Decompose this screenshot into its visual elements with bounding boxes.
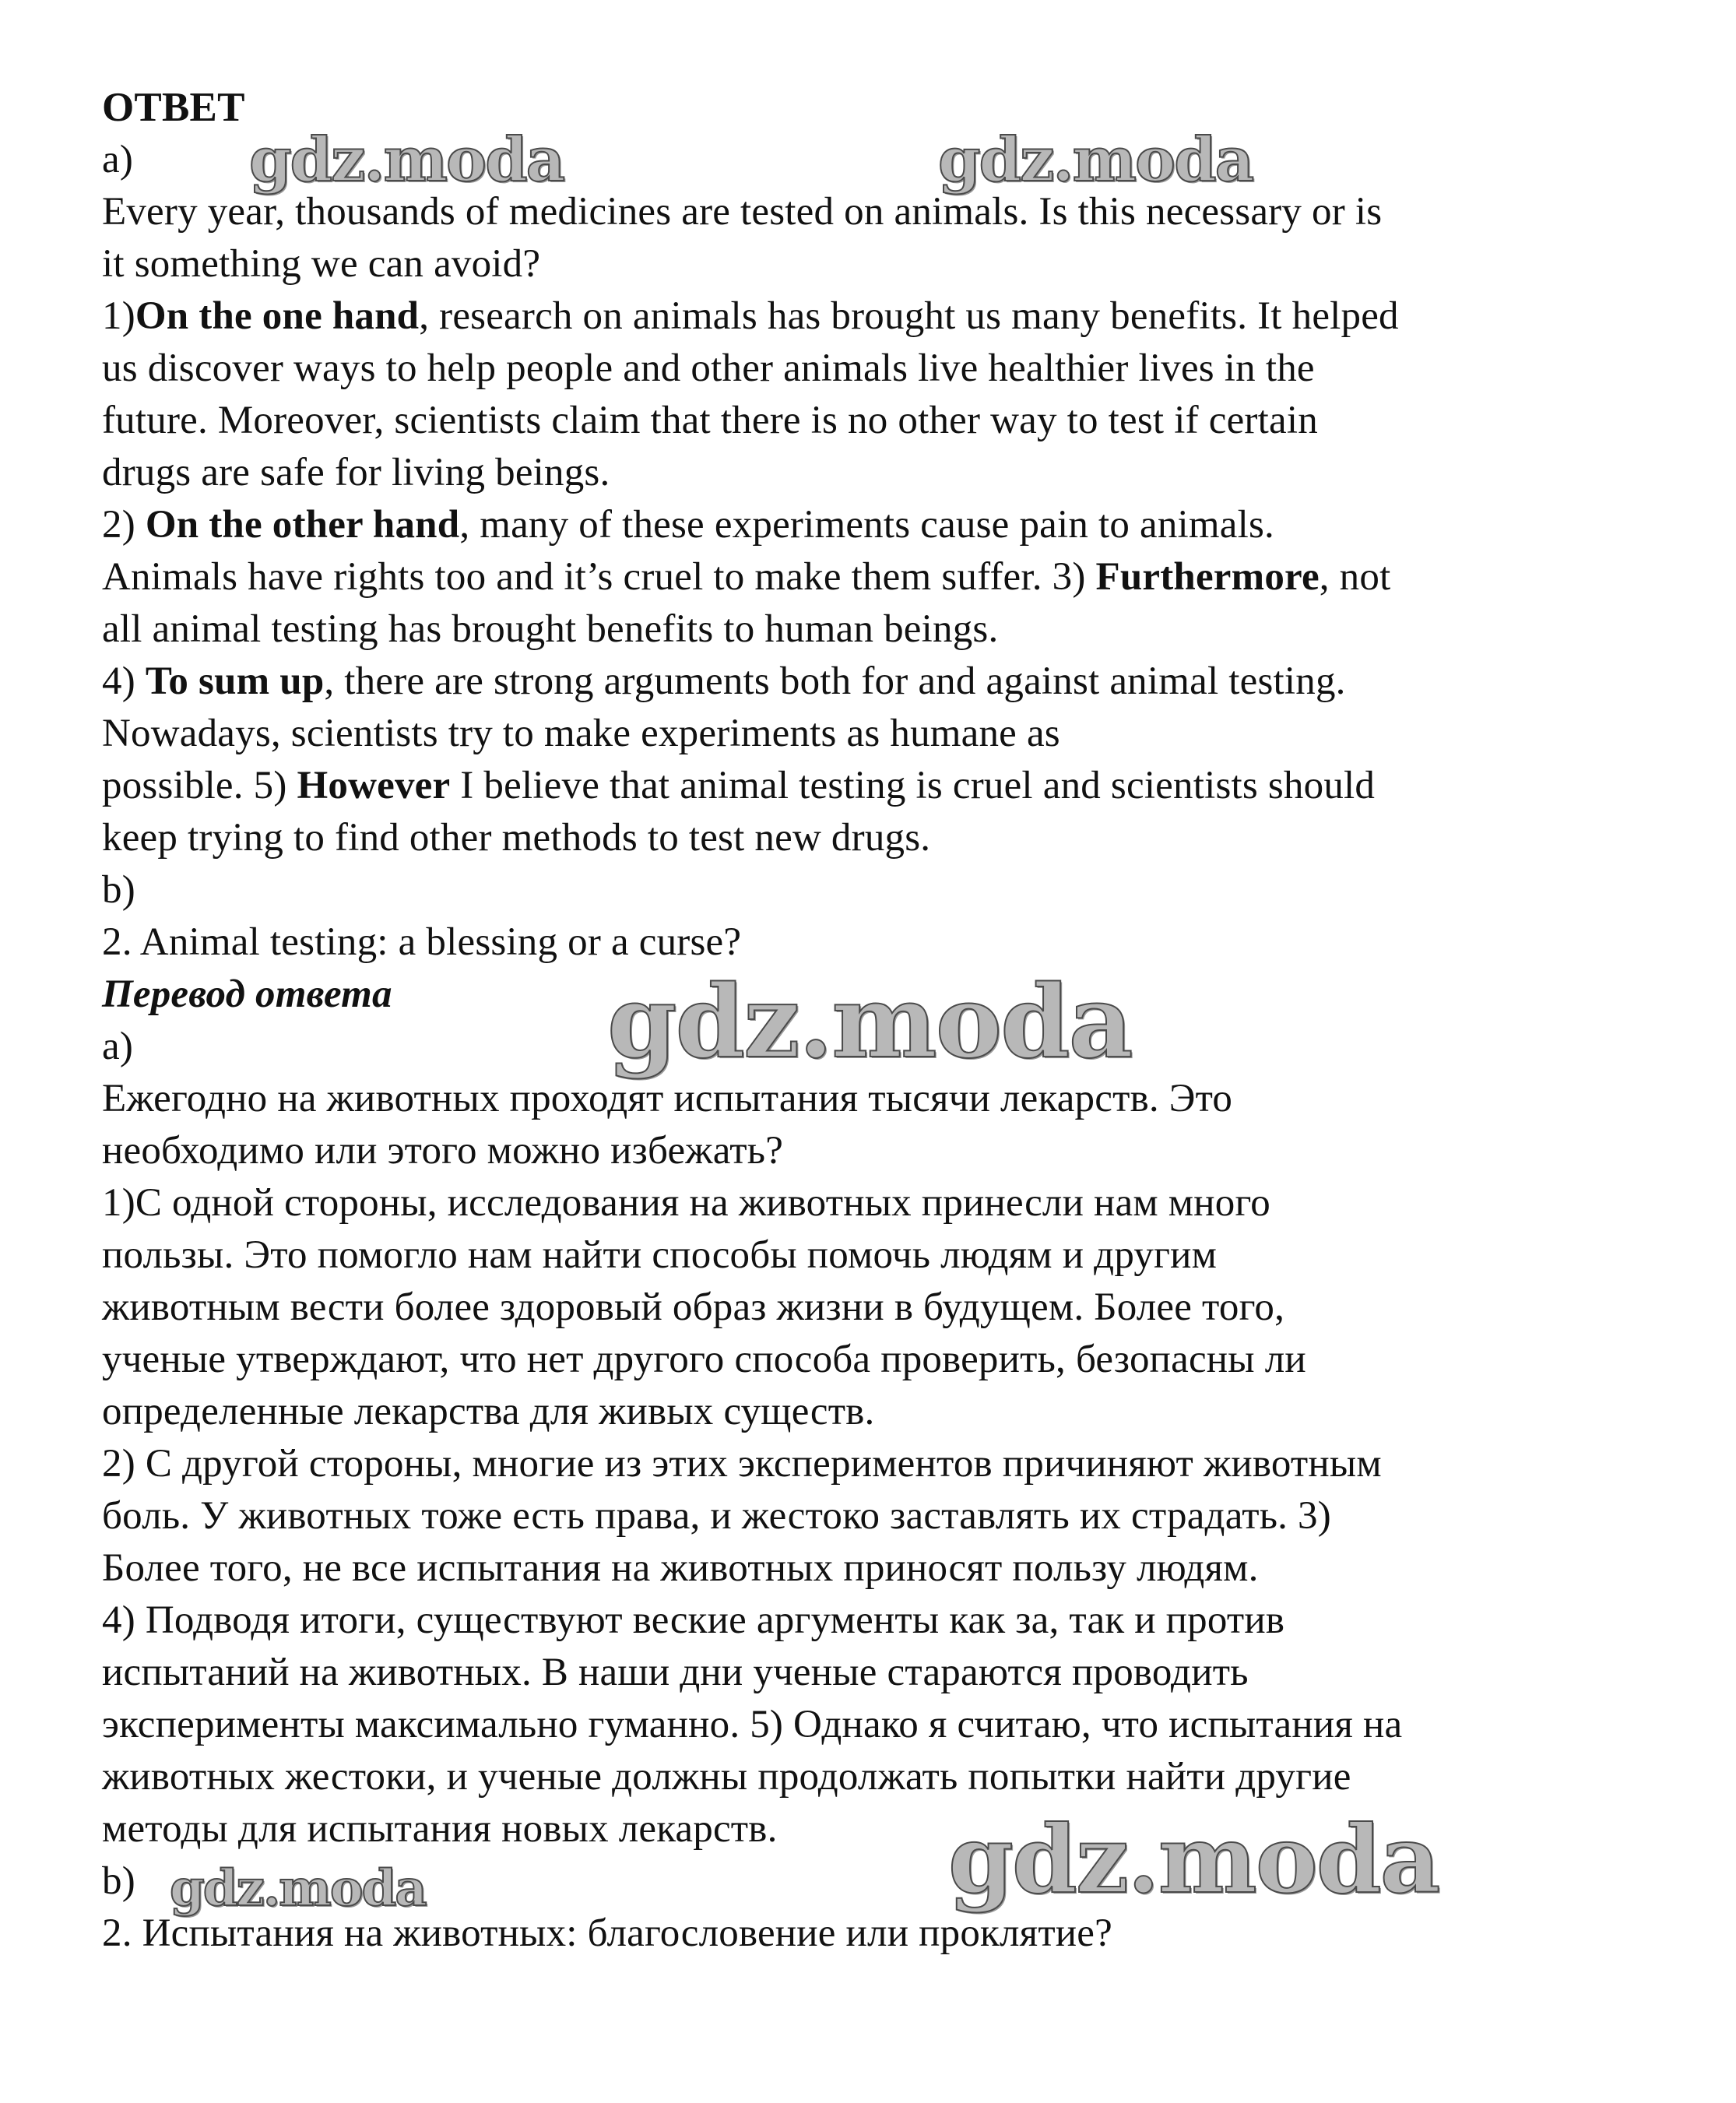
watermark: gdz.moda bbox=[948, 1805, 1439, 1915]
paragraph-4-line: possible. 5) However I believe that animal testing is cruel and scientists should bbox=[102, 764, 1376, 807]
linking-phrase: On the one hand bbox=[135, 294, 420, 338]
linking-phrase: On the other hand bbox=[145, 503, 460, 547]
translation-line: 2) С другой стороны, многие из этих экспериментов причиняют животным bbox=[102, 1442, 1382, 1486]
translation-heading: Перевод ответа bbox=[102, 972, 392, 1016]
watermark: gdz.moda bbox=[938, 125, 1253, 195]
paragraph-number: 4) bbox=[102, 659, 146, 703]
watermark: gdz.moda bbox=[170, 1859, 426, 1918]
translation-line: определенные лекарства для живых существ. bbox=[102, 1390, 875, 1433]
translation-part-a-label: a) bbox=[102, 1025, 134, 1068]
translation-line: ученые утверждают, что нет другого способа проверить, безопасны ли bbox=[102, 1338, 1306, 1381]
paragraph-4-line: keep trying to find other methods to test new drugs. bbox=[102, 816, 931, 860]
translation-line: необходимо или этого можно избежать? bbox=[102, 1129, 784, 1173]
linking-phrase: Furthermore bbox=[1095, 555, 1320, 599]
watermark: gdz.moda bbox=[249, 125, 564, 195]
translation-line: 1)С одной стороны, исследования на животных принесли нам много bbox=[102, 1181, 1270, 1225]
translation-line: эксперименты максимально гуманно. 5) Однако я считаю, что испытания на bbox=[102, 1703, 1403, 1746]
translation-line: боль. У животных тоже есть права, и жестоко заставлять их страдать. 3) bbox=[102, 1494, 1331, 1538]
part-a-label: a) bbox=[102, 138, 134, 181]
paragraph-1-line: drugs are safe for living beings. bbox=[102, 451, 610, 494]
paragraph-number: 1) bbox=[102, 294, 135, 338]
translation-line: испытаний на животных. В наши дни ученые стараются проводить bbox=[102, 1651, 1249, 1694]
paragraph-2-line: all animal testing has brought benefits to human beings. bbox=[102, 607, 999, 651]
watermark: gdz.moda bbox=[607, 964, 1132, 1081]
part-b-label: b) bbox=[102, 868, 135, 912]
paragraph-4-line: 4) To sum up, there are strong arguments both for and against animal testing. bbox=[102, 659, 1346, 703]
translation-line: животным вести более здоровый образ жизни в будущем. Более того, bbox=[102, 1285, 1285, 1329]
translation-line: пользы. Это помогло нам найти способы помочь людям и другим bbox=[102, 1233, 1218, 1277]
paragraph-1-line: us discover ways to help people and other animals live healthier lives in the bbox=[102, 346, 1315, 390]
translation-part-b-label: b) bbox=[102, 1859, 135, 1903]
translation-line: Более того, не все испытания на животных приносят пользу людям. bbox=[102, 1546, 1259, 1590]
translation-line: 4) Подводя итоги, существуют веские аргументы как за, так и против bbox=[102, 1598, 1285, 1642]
linking-phrase: To sum up bbox=[145, 659, 325, 703]
paragraph-2-line: Animals have rights too and it’s cruel to make them suffer. 3) Furthermore, not bbox=[102, 555, 1391, 599]
paragraph-number: 2) bbox=[102, 503, 146, 547]
paragraph-2-line: 2) On the other hand, many of these experiments cause pain to animals. bbox=[102, 503, 1274, 547]
answer-heading: ОТВЕТ bbox=[102, 85, 245, 130]
translation-line: Ежегодно на животных проходят испытания тысячи лекарств. Это bbox=[102, 1077, 1233, 1120]
title-answer: 2. Animal testing: a blessing or a curse? bbox=[102, 920, 742, 964]
document-body bbox=[102, 82, 1628, 1960]
paragraph-1-line: 1)On the one hand, research on animals has brought us many benefits. It helped bbox=[102, 294, 1399, 338]
intro-line: Every year, thousands of medicines are tested on animals. Is this necessary or is bbox=[102, 190, 1383, 234]
intro-line: it something we can avoid? bbox=[102, 242, 541, 286]
paragraph-4-line: Nowadays, scientists try to make experiments as humane as bbox=[102, 712, 1060, 755]
translation-line: методы для испытания новых лекарств. bbox=[102, 1807, 778, 1851]
translation-title-answer: 2. Испытания на животных: благословение или проклятие? bbox=[102, 1911, 1112, 1955]
linking-phrase: However bbox=[297, 764, 451, 807]
paragraph-1-line: future. Moreover, scientists claim that there is no other way to test if certain bbox=[102, 399, 1318, 442]
translation-line: животных жестоки, и ученые должны продолжать попытки найти другие bbox=[102, 1755, 1351, 1799]
